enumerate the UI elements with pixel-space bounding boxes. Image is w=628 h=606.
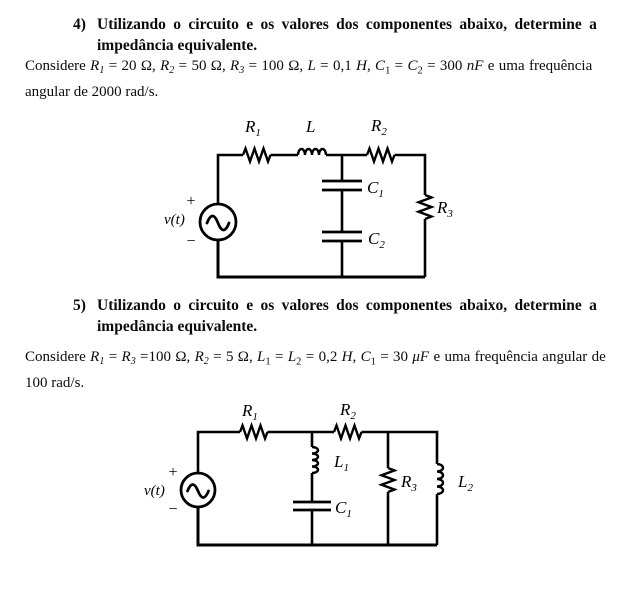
label-r2: $R_2$ xyxy=(371,116,387,138)
plus-sign: + xyxy=(168,464,178,481)
question-4-given-line2: angular de 2000 rad/s. xyxy=(25,84,159,100)
minus-sign: − xyxy=(186,233,196,250)
label-c1: $C_1$ xyxy=(367,178,384,200)
question-4-heading-line2: impedância equivalente. xyxy=(97,37,258,54)
label-l2: $L_2$ xyxy=(458,472,473,494)
inductor-l1 xyxy=(312,447,318,473)
label-source-voltage: v(t) xyxy=(144,483,165,499)
minus-sign: − xyxy=(168,501,178,518)
capacitor-c1 xyxy=(322,181,362,190)
capacitor-c1 xyxy=(293,502,331,510)
question-5-heading-line2: impedância equivalente. xyxy=(97,318,258,335)
question-4-given-line1: Considere $R_1 = 20$ Ω, $R_2 = 50$ Ω, $R_3 = 100$ Ω, L = 0,1 H, $C_1 = C_2 = 300$ nF e uma frequência xyxy=(25,58,593,77)
sine-wave-icon xyxy=(188,485,209,498)
question-4-heading-line1: Utilizando o circuito e os valores dos componentes abaixo, determine a xyxy=(97,16,597,33)
resistor-r3 xyxy=(382,468,395,492)
question-4-number: 4) xyxy=(73,16,86,33)
wire xyxy=(218,240,425,277)
label-r1: $R_1$ xyxy=(245,117,261,139)
circuit-1 xyxy=(164,116,453,277)
label-source-voltage: v(t) xyxy=(164,212,185,228)
label-r1: $R_1$ xyxy=(242,401,258,423)
label-r3: $R_3$ xyxy=(401,472,417,494)
question-5-number: 5) xyxy=(73,297,86,314)
inductor-l xyxy=(298,149,326,155)
wire xyxy=(362,432,438,464)
wire xyxy=(395,155,426,195)
inductor-l2 xyxy=(437,464,443,494)
question-5-given-line1: Considere $R_1 = R_3 =100$ Ω, $R_2 = 5$ Ω, $L_1 = L_2 = 0,2$ H, $C_1 = 30$ μF e uma frequência angular de xyxy=(25,349,606,368)
wire xyxy=(218,155,243,204)
question-5-heading-line1: Utilizando o circuito e os valores dos componentes abaixo, determine a xyxy=(97,297,597,314)
plus-sign: + xyxy=(186,193,196,210)
resistor-r3 xyxy=(419,195,432,219)
resistor-r2 xyxy=(367,149,395,162)
resistor-r1 xyxy=(243,149,271,162)
capacitor-c2 xyxy=(322,232,362,241)
resistor-r1 xyxy=(240,426,268,439)
question-5-given-line2: 100 rad/s. xyxy=(25,375,85,391)
resistor-r2 xyxy=(334,426,362,439)
label-l: L xyxy=(306,117,316,136)
label-r2: $R_2$ xyxy=(340,400,356,422)
label-c2: $C_2$ xyxy=(368,229,385,251)
sine-wave-icon xyxy=(207,216,229,230)
label-c1: $C_1$ xyxy=(335,498,352,520)
wire xyxy=(198,507,437,545)
circuit-2 xyxy=(144,400,473,545)
label-l1: $L_1$ xyxy=(334,452,349,474)
label-r3: $R_3$ xyxy=(437,198,453,220)
wire xyxy=(198,432,240,473)
